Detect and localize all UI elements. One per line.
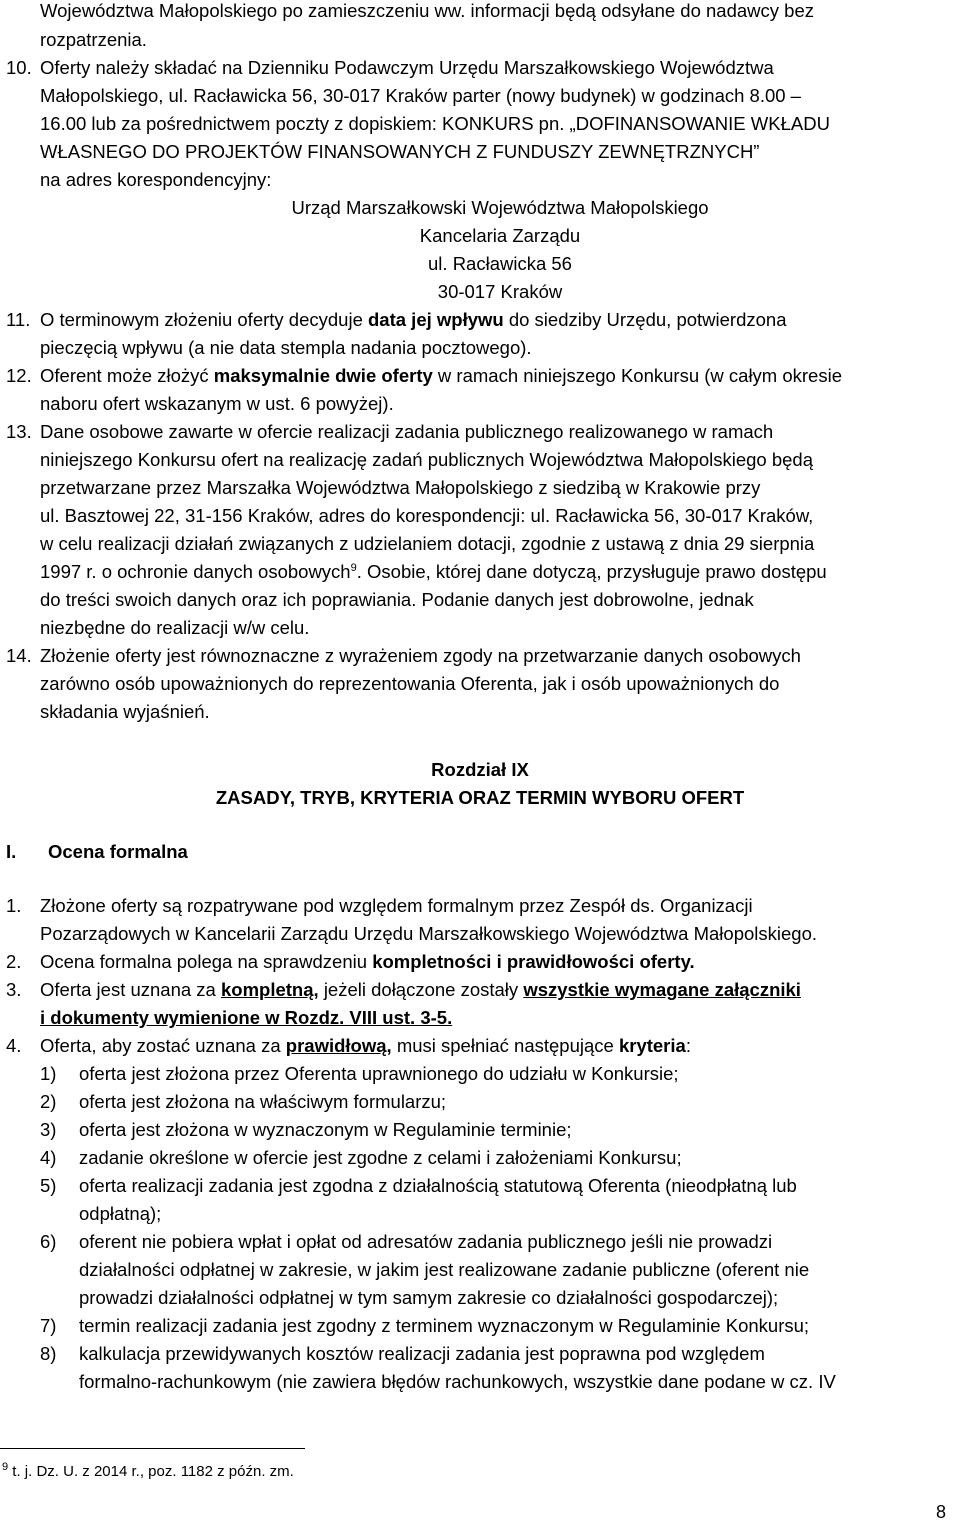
item-number: 11. bbox=[6, 309, 31, 330]
paragraph-line: 1997 r. o ochronie danych osobowych$^9$. Osobie, której dane dotyczą, przysługuje prawo dostępu bbox=[40, 561, 827, 582]
criterion-number: 3) bbox=[40, 1119, 57, 1140]
criterion-text: kalkulacja przewidywanych kosztów realizacji zadania jest poprawna pod względem bbox=[79, 1343, 765, 1364]
chapter-subtitle: ZASADY, TRYB, KRYTERIA ORAZ TERMIN WYBORU OFERT bbox=[215, 787, 745, 808]
paragraph-line: naboru ofert wskazanym w ust. 6 powyżej). bbox=[40, 393, 394, 414]
paragraph-line: WŁASNEGO DO PROJEKTÓW FINANSOWANYCH Z FUNDUSZY ZEWNĘTRZNYCH” bbox=[40, 141, 760, 162]
paragraph-line: niniejszego Konkursu ofert na realizację zadań publicznych Województwa Małopolskiego będą bbox=[40, 449, 813, 470]
criterion-text: termin realizacji zadania jest zgodny z terminem wyznaczonym w Regulaminie Konkursu; bbox=[79, 1315, 810, 1336]
footnote-ref: 9 bbox=[350, 561, 357, 574]
paragraph-line: na adres korespondencyjny: bbox=[40, 169, 272, 190]
criterion-text: oferta realizacji zadania jest zgodna z działalnością statutową Oferenta (nieodpłatną lub bbox=[79, 1175, 797, 1196]
paragraph-line: ul. Basztowej 22, 31-156 Kraków, adres do korespondencji: ul. Racławicka 56, 30-017 Kraków, bbox=[40, 505, 814, 526]
criterion-text: oferta jest złożona przez Oferenta uprawnionego do udziału w Konkursie; bbox=[79, 1063, 679, 1084]
paragraph-line: Oferent może złożyć maksymalnie dwie oferty w ramach niniejszego Konkursu (w całym okresie bbox=[40, 365, 842, 386]
section-number: I. bbox=[6, 841, 17, 862]
page-number: 8 bbox=[936, 1502, 947, 1522]
paragraph-line: O terminowym złożeniu oferty decyduje data jej wpływu do siedziby Urzędu, potwierdzona bbox=[40, 309, 787, 330]
paragraph-line: Małopolskiego, ul. Racławicka 56, 30-017 Kraków parter (nowy budynek) w godzinach 8.00 – bbox=[40, 85, 801, 106]
criterion-text: działalności odpłatnej w zakresie, w jakim jest realizowane zadanie publiczne (oferent nie bbox=[79, 1259, 810, 1280]
address-line: Kancelaria Zarządu bbox=[419, 225, 581, 246]
address-line: 30-017 Kraków bbox=[437, 281, 563, 302]
footnote-separator bbox=[0, 1448, 305, 1449]
item-number: 4. bbox=[6, 1035, 22, 1056]
criterion-number: 8) bbox=[40, 1343, 57, 1364]
criterion-number: 4) bbox=[40, 1147, 57, 1168]
address-line: ul. Racławicka 56 bbox=[428, 253, 572, 274]
criterion-text: formalno-rachunkowym (nie zawiera błędów rachunkowych, wszystkie dane podane w cz. IV bbox=[79, 1371, 836, 1392]
paragraph-line: Oferta, aby zostać uznana za prawidłową, musi spełniać następujące kryteria: bbox=[40, 1035, 691, 1056]
item-number: 10. bbox=[6, 57, 32, 78]
criterion-number: 1) bbox=[40, 1063, 57, 1084]
criterion-text: oferta jest złożona na właściwym formularzu; bbox=[79, 1091, 447, 1112]
paragraph-line: Pozarządowych w Kancelarii Zarządu Urzędu Marszałkowskiego Województwa Małopolskiego. bbox=[40, 923, 817, 944]
item-number: 3. bbox=[6, 979, 22, 1000]
paragraph-line: rozpatrzenia. bbox=[40, 29, 147, 50]
criterion-text: odpłatną); bbox=[79, 1203, 162, 1224]
criterion-number: 5) bbox=[40, 1175, 57, 1196]
criterion-number: 2) bbox=[40, 1091, 57, 1112]
paragraph-line: Ocena formalna polega na sprawdzeniu kompletności i prawidłowości oferty. bbox=[40, 951, 695, 972]
criterion-number: 7) bbox=[40, 1315, 57, 1336]
item-number: 13. bbox=[6, 421, 32, 442]
paragraph-line: niezbędne do realizacji w/w celu. bbox=[40, 617, 310, 638]
item-number: 12. bbox=[6, 365, 32, 386]
address-line: Urząd Marszałkowski Województwa Małopolskiego bbox=[291, 197, 709, 218]
criterion-number: 6) bbox=[40, 1231, 57, 1252]
item-number: 2. bbox=[6, 951, 22, 972]
item-number: 14. bbox=[6, 645, 32, 666]
paragraph-line: Oferty należy składać na Dzienniku Podawczym Urzędu Marszałkowskiego Województwa bbox=[40, 57, 774, 78]
paragraph-line: Województwa Małopolskiego po zamieszczeniu ww. informacji będą odsyłane do nadawcy bez bbox=[40, 0, 814, 21]
paragraph-line: zarówno osób upoważnionych do reprezentowania Oferenta, jak i osób upoważnionych do bbox=[40, 673, 780, 694]
paragraph-line: składania wyjaśnień. bbox=[40, 701, 210, 722]
criterion-text: zadanie określone w ofercie jest zgodne z celami i założeniami Konkursu; bbox=[79, 1147, 682, 1168]
chapter-title: Rozdział IX bbox=[431, 759, 529, 780]
section-title: Ocena formalna bbox=[48, 841, 188, 862]
paragraph-line: 16.00 lub za pośrednictwem poczty z dopiskiem: KONKURS pn. „DOFINANSOWANIE WKŁADU bbox=[40, 113, 830, 134]
paragraph-line: Oferta jest uznana za kompletną, jeżeli dołączone zostały wszystkie wymagane załączniki bbox=[40, 979, 801, 1000]
paragraph-line: Złożenie oferty jest równoznaczne z wyrażeniem zgody na przetwarzanie danych osobowych bbox=[40, 645, 801, 666]
paragraph-line: Dane osobowe zawarte w ofercie realizacji zadania publicznego realizowanego w ramach bbox=[40, 421, 774, 442]
paragraph-line: Złożone oferty są rozpatrywane pod względem formalnym przez Zespół ds. Organizacji bbox=[40, 895, 753, 916]
paragraph-line: przetwarzane przez Marszałka Województwa Małopolskiego z siedzibą w Krakowie przy bbox=[40, 477, 761, 498]
criterion-text: oferta jest złożona w wyznaczonym w Regulaminie terminie; bbox=[79, 1119, 572, 1140]
criterion-text: oferent nie pobiera wpłat i opłat od adresatów zadania publicznego jeśli nie prowadzi bbox=[79, 1231, 773, 1252]
criterion-text: prowadzi działalności odpłatnej w tym samym zakresie co działalności gospodarczej); bbox=[79, 1287, 779, 1308]
paragraph-line: w celu realizacji działań związanych z udzielaniem dotacji, zgodnie z ustawą z dnia 29 sierpnia bbox=[40, 533, 815, 554]
item-number: 1. bbox=[6, 895, 22, 916]
paragraph-line: pieczęcią wpływu (a nie data stempla nadania pocztowego). bbox=[40, 337, 532, 358]
paragraph-line: i dokumenty wymienione w Rozdz. VIII ust. 3-5. bbox=[40, 1007, 453, 1028]
paragraph-line: do treści swoich danych oraz ich poprawiania. Podanie danych jest dobrowolne, jednak bbox=[40, 589, 754, 610]
footnote: $^9$ t. j. Dz. U. z 2014 r., poz. 1182 z późn. zm. bbox=[2, 1461, 294, 1480]
